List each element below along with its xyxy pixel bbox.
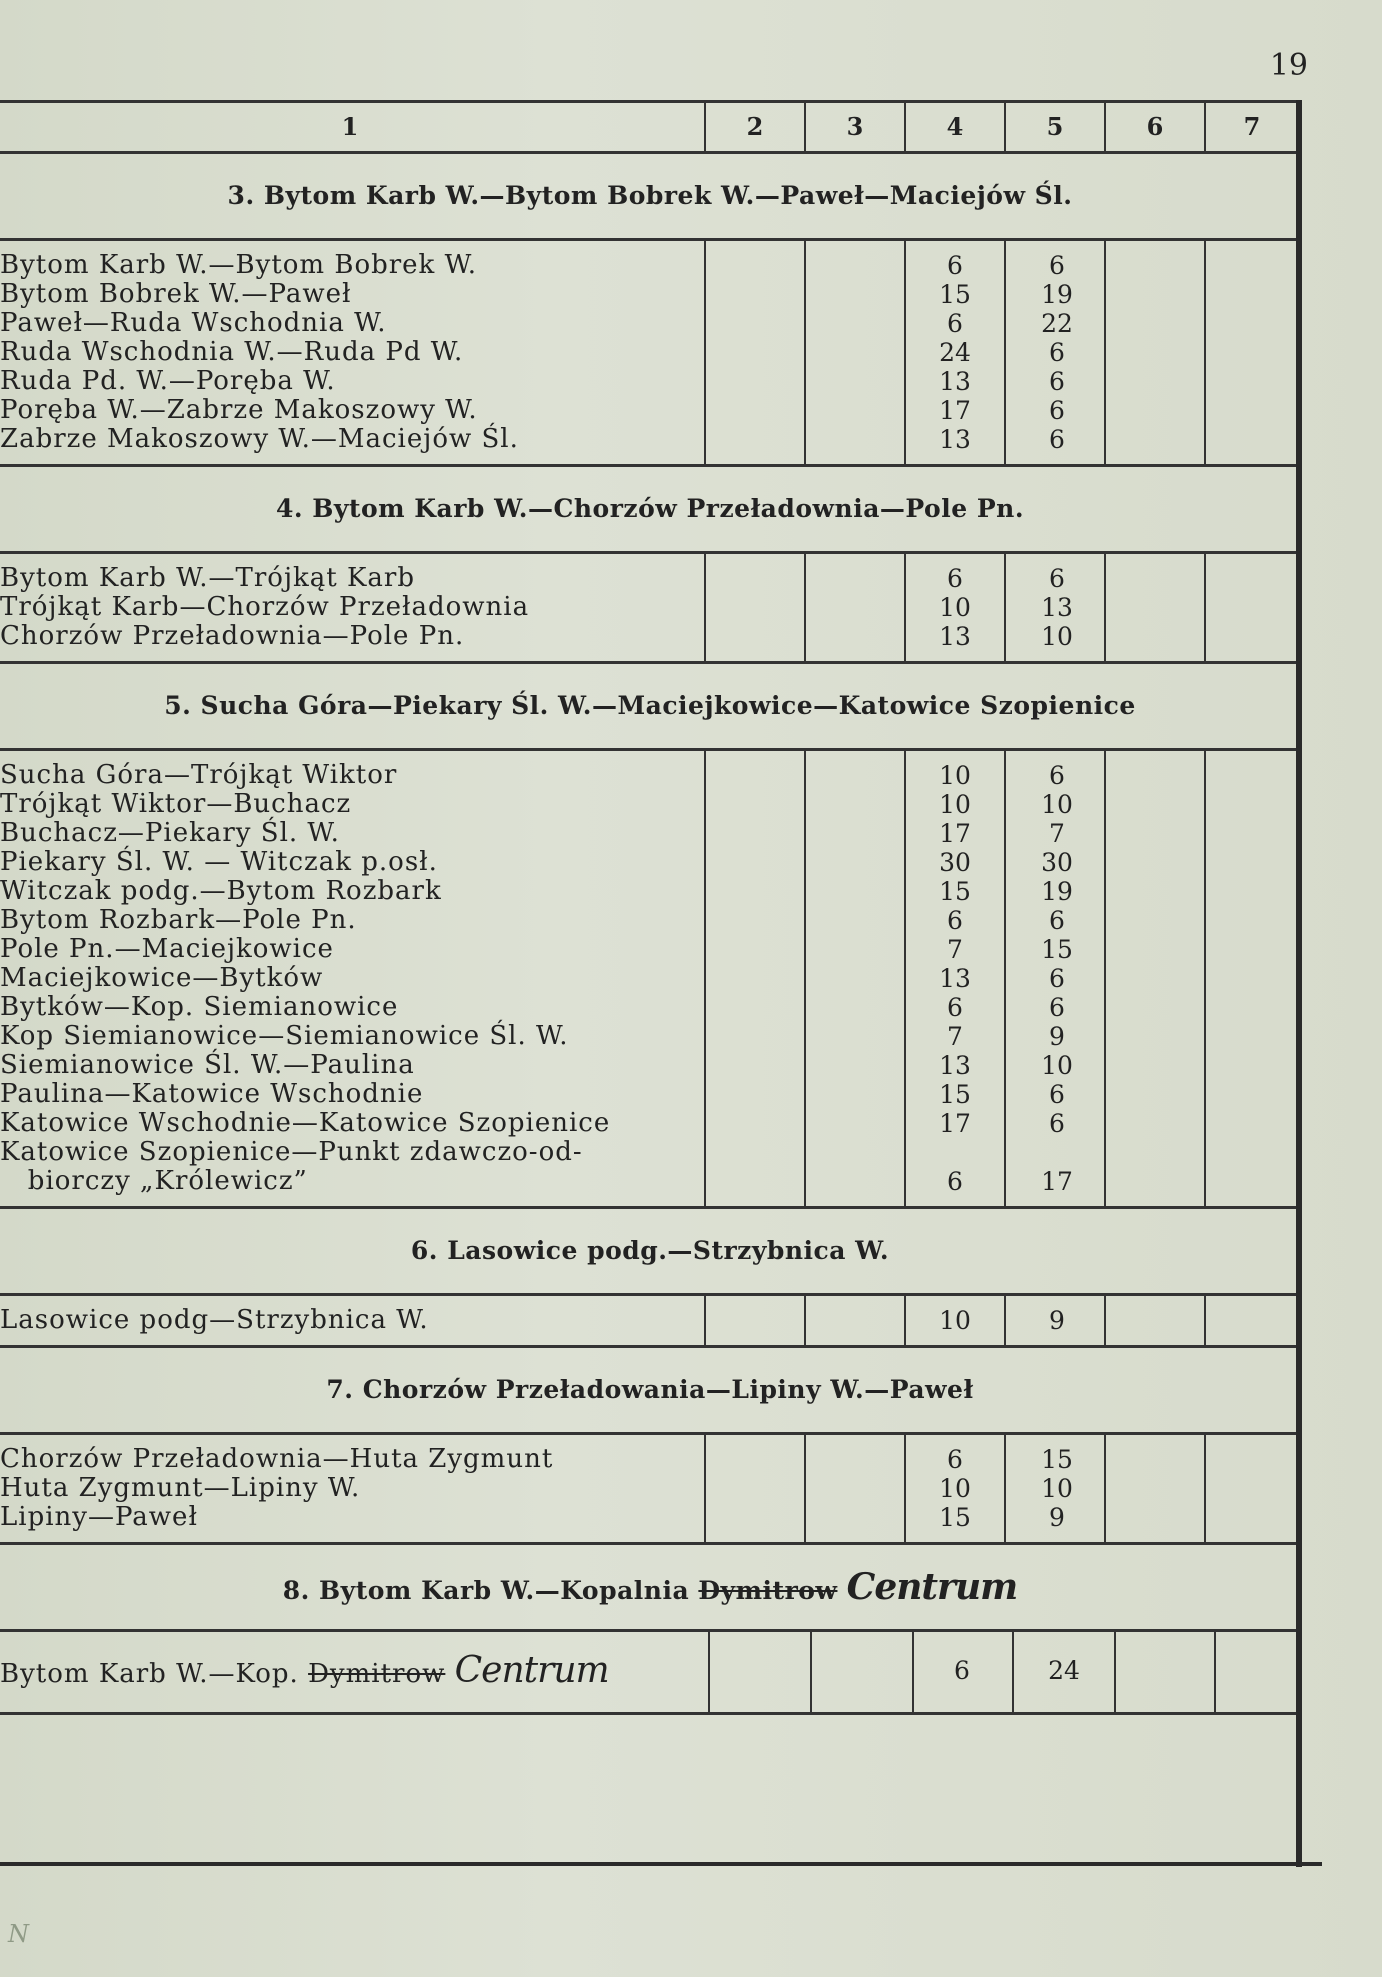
- header-col-3: 3: [804, 103, 904, 151]
- col-4-value: 6: [947, 1445, 963, 1474]
- col-4-value: 13: [939, 964, 971, 993]
- route-name: Ruda Wschodnia W.—Ruda Pd W.: [0, 337, 464, 367]
- route-name: Piekary Śl. W. — Witczak p.osł.: [0, 847, 438, 877]
- header-col-6: 6: [1104, 103, 1204, 151]
- page-number: 19: [1269, 48, 1308, 83]
- route-table: [0, 100, 1300, 1715]
- header-col-5: 5: [1004, 103, 1104, 151]
- section-8-title-handwritten: Centrum: [846, 1566, 1018, 1608]
- table-row: [0, 338, 1300, 367]
- col-5-value: 9: [1049, 1306, 1065, 1335]
- section-title: 5. Sucha Góra—Piekary Śl. W.—Maciejkowice—Katowice Szopienice: [0, 664, 1300, 751]
- route-name: Bytom Bobrek W.—Paweł: [0, 279, 352, 309]
- route-name: Lasowice podg—Strzybnica W.: [0, 1305, 429, 1335]
- route-name: Bytom Karb W.—Trójkąt Karb: [0, 563, 415, 593]
- table-row: [0, 280, 1300, 309]
- col-4-value: 6: [954, 1656, 970, 1685]
- col-4-value: 7: [947, 1022, 963, 1051]
- col-5-value: 10: [1041, 790, 1073, 819]
- col-5-value: 6: [1049, 1109, 1065, 1138]
- col-4-value: 15: [939, 1080, 971, 1109]
- section-title: 6. Lasowice podg.—Strzybnica W.: [0, 1209, 1300, 1296]
- col-5-value: 6: [1049, 906, 1065, 935]
- section-8-title-prefix: 8. Bytom Karb W.—Kopalnia: [282, 1576, 690, 1605]
- col-5-value: 7: [1049, 819, 1065, 848]
- col-5-value: 6: [1049, 993, 1065, 1022]
- route-name: Trójkąt Wiktor—Buchacz: [0, 789, 352, 819]
- col-5-value: 19: [1041, 877, 1073, 906]
- col-4-value: 17: [939, 396, 971, 425]
- col-5-value: 17: [1041, 1167, 1073, 1196]
- table-row: [0, 593, 1300, 622]
- section-8-body: [0, 1632, 1300, 1715]
- section-8-title-struck: Dymitrow: [698, 1576, 838, 1605]
- col-4-value: 7: [947, 935, 963, 964]
- route-name: Katowice Szopienice—Punkt zdawczo-od-: [0, 1137, 583, 1167]
- col-5-value: 6: [1049, 425, 1065, 454]
- col-5-value: 6: [1049, 761, 1065, 790]
- table-row: [0, 993, 1300, 1022]
- col-4-value: 13: [939, 425, 971, 454]
- col-5-value: 24: [1048, 1656, 1080, 1685]
- table-header: [0, 100, 1300, 154]
- col-4-value: 13: [939, 367, 971, 396]
- table-row: [0, 848, 1300, 877]
- col-5-value: 6: [1049, 396, 1065, 425]
- col-4-value: 6: [947, 251, 963, 280]
- table-row: [0, 1080, 1300, 1109]
- col-5-value: 9: [1049, 1503, 1065, 1532]
- table-bottom-border: [0, 1862, 1322, 1866]
- table-row: [0, 1051, 1300, 1080]
- table-row: [0, 1306, 1300, 1335]
- header-col-1: 1: [341, 112, 359, 141]
- col-4-value: 6: [947, 993, 963, 1022]
- table-row: [0, 1445, 1300, 1474]
- table-row: [0, 1022, 1300, 1051]
- route-name: biorczy „Królewicz”: [0, 1166, 308, 1196]
- table-row: [0, 819, 1300, 848]
- col-5-value: 13: [1041, 593, 1073, 622]
- table-right-border: [1296, 100, 1302, 1867]
- col-5-value: 10: [1041, 622, 1073, 651]
- route-name: Pole Pn.—Maciejkowice: [0, 934, 334, 964]
- col-4-value: 24: [939, 338, 971, 367]
- table-row: [0, 367, 1300, 396]
- col-4-value: 6: [947, 564, 963, 593]
- route-name: Lipiny—Paweł: [0, 1502, 198, 1532]
- table-row: [0, 1503, 1300, 1532]
- route-name: Huta Zygmunt—Lipiny W.: [0, 1473, 361, 1503]
- col-4-value: 30: [939, 848, 971, 877]
- header-col-7: 7: [1204, 103, 1298, 151]
- route-name: Paulina—Katowice Wschodnie: [0, 1079, 424, 1109]
- col-5-value: 6: [1049, 964, 1065, 993]
- route-name: Bytom Rozbark—Pole Pn.: [0, 905, 357, 935]
- section-title: 7. Chorzów Przeładowania—Lipiny W.—Paweł: [0, 1348, 1300, 1435]
- table-row: [0, 396, 1300, 425]
- col-5-value: 19: [1041, 280, 1073, 309]
- col-4-value: 10: [939, 790, 971, 819]
- col-4-value: 6: [947, 309, 963, 338]
- col-5-value: 6: [1049, 564, 1065, 593]
- route-name: Chorzów Przeładownia—Pole Pn.: [0, 621, 465, 651]
- table-row: [0, 1138, 1300, 1167]
- table-row: [0, 906, 1300, 935]
- section-8-row-struck: Dymitrow: [308, 1659, 446, 1689]
- col-4-value: 15: [939, 280, 971, 309]
- col-4-value: 10: [939, 1306, 971, 1335]
- pencil-mark: N: [8, 1920, 29, 1948]
- section-title: 4. Bytom Karb W.—Chorzów Przeładownia—Pole Pn.: [0, 467, 1300, 554]
- route-name: Sucha Góra—Trójkąt Wiktor: [0, 760, 398, 790]
- route-name: Bytom Karb W.—Bytom Bobrek W.: [0, 250, 478, 280]
- col-4-value: 10: [939, 593, 971, 622]
- route-name: Trójkąt Karb—Chorzów Przeładownia: [0, 592, 530, 622]
- section-body: [0, 554, 1300, 664]
- section-body: [0, 1296, 1300, 1348]
- col-5-value: 10: [1041, 1051, 1073, 1080]
- section-body: [0, 1435, 1300, 1545]
- table-row: [0, 877, 1300, 906]
- table-row: [0, 790, 1300, 819]
- route-name: Zabrze Makoszowy W.—Maciejów Śl.: [0, 424, 519, 454]
- col-5-value: 6: [1049, 367, 1065, 396]
- col-4-value: 13: [939, 622, 971, 651]
- route-name: Chorzów Przeładownia—Huta Zygmunt: [0, 1444, 554, 1474]
- header-col-2: 2: [704, 103, 804, 151]
- route-name: Bytków—Kop. Siemianowice: [0, 992, 399, 1022]
- table-row: [0, 1167, 1300, 1196]
- col-5-value: 15: [1041, 1445, 1073, 1474]
- col-5-value: 9: [1049, 1022, 1065, 1051]
- route-name: [0, 1650, 609, 1691]
- col-5-value: 22: [1041, 309, 1073, 338]
- section-8-title: [0, 1545, 1300, 1632]
- col-4-value: 15: [939, 1503, 971, 1532]
- sections-container: [0, 154, 1300, 1545]
- col-5-value: 30: [1041, 848, 1073, 877]
- col-4-value: 6: [947, 906, 963, 935]
- route-name: Kop Siemianowice—Siemianowice Śl. W.: [0, 1021, 569, 1051]
- section-8-row-handwritten: Centrum: [454, 1650, 609, 1691]
- table-row: [0, 964, 1300, 993]
- route-name: Siemianowice Śl. W.—Paulina: [0, 1050, 415, 1080]
- route-name: Katowice Wschodnie—Katowice Szopienice: [0, 1108, 611, 1138]
- table-row: [0, 622, 1300, 651]
- section-body: [0, 751, 1300, 1209]
- route-name: Paweł—Ruda Wschodnia W.: [0, 308, 387, 338]
- table-row: [0, 564, 1300, 593]
- header-col-4: 4: [904, 103, 1004, 151]
- section-body: [0, 241, 1300, 467]
- col-5-value: 6: [1049, 251, 1065, 280]
- route-name: Witczak podg.—Bytom Rozbark: [0, 876, 442, 906]
- col-5-value: 10: [1041, 1474, 1073, 1503]
- col-4-value: 17: [939, 1109, 971, 1138]
- table-row: [0, 425, 1300, 454]
- col-4-value: 15: [939, 877, 971, 906]
- col-4-value: 6: [947, 1167, 963, 1196]
- table-row: [0, 309, 1300, 338]
- route-name: Poręba W.—Zabrze Makoszowy W.: [0, 395, 478, 425]
- table-row: [0, 935, 1300, 964]
- route-name: Ruda Pd. W.—Poręba W.: [0, 366, 336, 396]
- route-name: Buchacz—Piekary Śl. W.: [0, 818, 340, 848]
- col-4-value: 17: [939, 819, 971, 848]
- col-4-value: 10: [939, 761, 971, 790]
- col-5-value: 6: [1049, 1080, 1065, 1109]
- col-5-value: 15: [1041, 935, 1073, 964]
- col-4-value: 10: [939, 1474, 971, 1503]
- col-4-value: 13: [939, 1051, 971, 1080]
- table-row: [0, 1474, 1300, 1503]
- table-row: [0, 761, 1300, 790]
- col-5-value: 6: [1049, 338, 1065, 367]
- route-name: Maciejkowice—Bytków: [0, 963, 324, 993]
- table-row: [0, 1109, 1300, 1138]
- section-title: 3. Bytom Karb W.—Bytom Bobrek W.—Paweł—Maciejów Śl.: [0, 154, 1300, 241]
- table-row: [0, 251, 1300, 280]
- section-8-row-prefix: Bytom Karb W.—Kop.: [0, 1659, 299, 1689]
- table-row: [0, 1650, 1300, 1691]
